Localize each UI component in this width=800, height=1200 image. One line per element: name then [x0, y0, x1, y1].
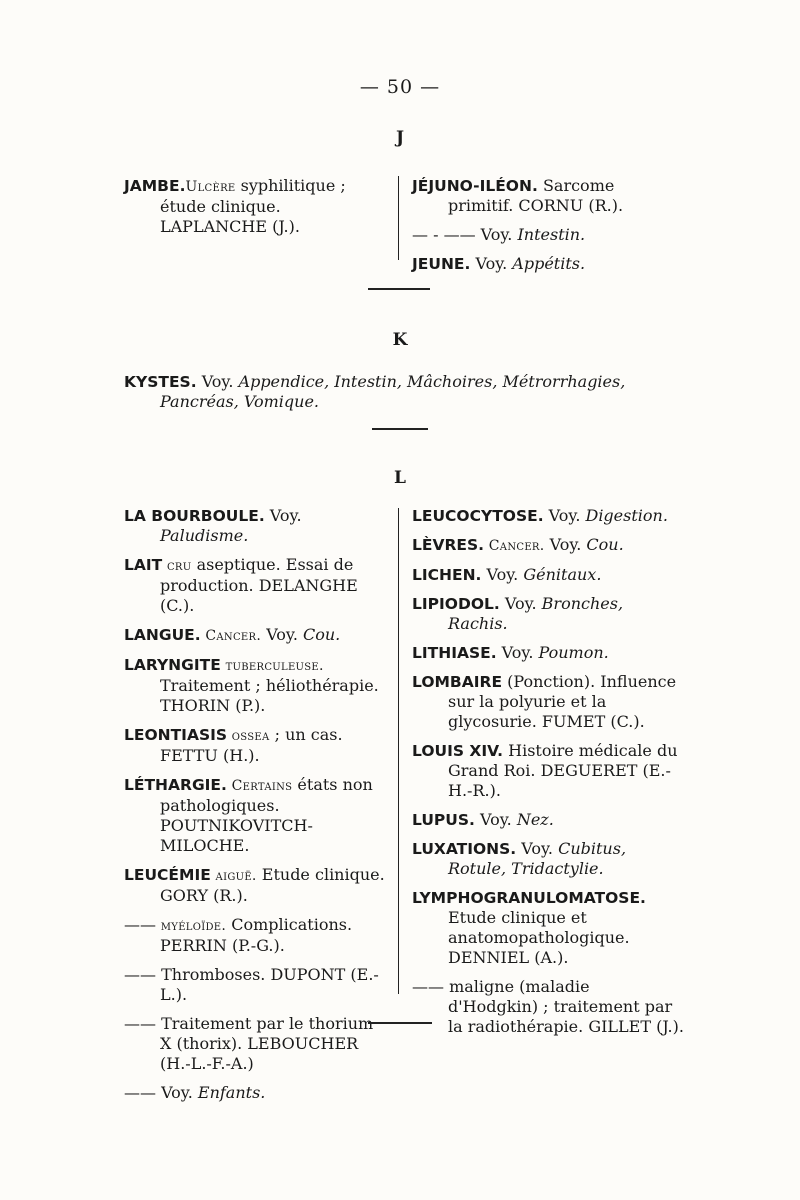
entry-text: Complications. PERRIN (P.-G.). — [160, 915, 353, 955]
index-entry — [412, 741, 684, 801]
section-rule — [368, 288, 430, 290]
entry-dash: —— — [124, 965, 156, 984]
page-number: — 50 — — [359, 76, 441, 98]
entry-headword: LYMPHOGRANULOMATOSE. — [412, 889, 646, 907]
index-entry — [412, 810, 684, 830]
entry-reference: Cou. — [586, 535, 624, 554]
entry-headword: JAMBE. — [124, 177, 186, 195]
entry-dash: —— — [124, 1083, 156, 1102]
index-entry — [412, 839, 684, 879]
index-entry — [412, 888, 684, 968]
index-entry — [412, 977, 684, 1037]
section-letter-k: K — [392, 330, 408, 350]
entry-reference: Paludisme. — [160, 526, 249, 545]
entry-text: Etude clinique et anatomopathologique. DENNIEL (A.). — [448, 908, 630, 967]
index-entry — [124, 372, 684, 412]
section-letter-j: J — [395, 128, 405, 148]
entry-text: Etude clinique. GORY (R.). — [160, 865, 385, 905]
entry-text: aseptique. Essai de production. DELANGHE (C.). — [160, 555, 358, 615]
index-entry — [124, 965, 388, 1005]
index-entry — [412, 535, 684, 556]
entry-headword: LEUCÉMIE — [124, 866, 211, 884]
entry-qualifier: myéloïde. — [156, 918, 227, 934]
entry-text: Voy. — [516, 839, 559, 858]
entry-reference: Bronches, Rachis. — [448, 594, 624, 633]
entry-dash: — - —— — [412, 225, 476, 244]
section-rule — [372, 428, 428, 430]
entry-reference: Nez. — [516, 810, 554, 829]
entry-dash: —— — [124, 1014, 156, 1033]
index-entry — [412, 506, 684, 526]
entry-reference: Appétits. — [512, 254, 586, 273]
entry-headword: LEONTIASIS — [124, 726, 228, 744]
entry-dash: —— — [412, 977, 444, 996]
entry-text: Voy. — [496, 643, 539, 662]
index-entry — [124, 506, 388, 546]
index-entry — [124, 655, 388, 716]
entry-dash: —— — [124, 915, 156, 934]
entry-reference: Enfants. — [197, 1083, 266, 1102]
entry-reference: Digestion. — [585, 506, 668, 525]
entry-reference: Appendice, Intestin, Mâchoires, Métrorrhagies, Pancréas, Vomique. — [160, 372, 626, 411]
entry-text: Thromboses. DUPONT (E.-L.). — [156, 965, 379, 1004]
entry-qualifier: Cancer. — [484, 538, 545, 554]
entry-text: Histoire médicale du Grand Roi. DEGUERET (E.-H.-R.). — [448, 741, 678, 800]
entry-qualifier: tuberculeuse. — [220, 658, 324, 674]
j-right-column — [412, 176, 684, 283]
entry-headword: LOUIS XIV. — [412, 742, 504, 760]
entry-headword: LARYNGITE — [124, 656, 221, 674]
j-left-column — [124, 176, 386, 246]
entry-text: Voy. — [156, 1083, 198, 1102]
entry-text: Voy. — [470, 254, 513, 273]
entry-text: Voy. — [481, 565, 524, 584]
index-entry — [124, 725, 388, 766]
entry-text: Sarcome primitif. CORNU (R.). — [448, 176, 624, 215]
entry-text: Traitement par le thorium X (thorix). LEBOUCHER (H.-L.-F.-A.) — [156, 1014, 374, 1073]
section-rule — [368, 1022, 432, 1024]
l-right-column — [412, 506, 684, 1046]
entry-qualifier: cru — [162, 558, 192, 574]
entry-qualifier: Ulcère — [185, 179, 236, 195]
entry-text: ; un cas. FETTU (H.). — [160, 725, 343, 765]
entry-qualifier: aiguë. — [210, 868, 257, 884]
entry-qualifier: ossea — [227, 728, 270, 744]
entry-reference: Poumon. — [538, 643, 609, 662]
index-entry — [124, 915, 388, 956]
index-entry — [412, 594, 684, 634]
entry-headword: LUXATIONS. — [412, 840, 517, 858]
index-entry — [412, 672, 684, 732]
entry-reference: Cou. — [303, 625, 341, 644]
entry-text: Voy. — [261, 625, 303, 644]
index-entry — [124, 555, 388, 616]
section-letter-l: L — [394, 468, 406, 488]
index-entry — [412, 254, 684, 274]
entry-headword: KYSTES. — [124, 373, 197, 391]
index-entry — [124, 625, 388, 646]
entry-headword: LAIT — [124, 556, 163, 574]
index-entry — [124, 1083, 388, 1103]
entry-text: Voy. — [196, 372, 239, 391]
entry-reference: Intestin. — [517, 225, 586, 244]
entry-headword: LICHEN. — [412, 566, 482, 584]
column-divider — [398, 176, 399, 260]
column-divider — [398, 508, 399, 994]
l-left-column — [124, 506, 388, 1112]
entry-headword: LITHIASE. — [412, 644, 497, 662]
entry-text: Voy. — [544, 535, 587, 554]
entry-qualifier: Cancer. — [200, 628, 262, 644]
entry-text: (Ponction). Influence sur la polyurie et la glycosurie. FUMET (C.). — [448, 672, 677, 731]
entry-headword: LANGUE. — [124, 626, 201, 644]
index-entry — [124, 775, 388, 856]
entry-headword: LOMBAIRE — [412, 673, 503, 691]
index-entry — [412, 225, 684, 245]
entry-headword: LUPUS. — [412, 811, 475, 829]
entry-text: Voy. — [543, 506, 586, 525]
index-entry — [124, 176, 386, 237]
entry-headword: LA BOURBOULE. — [124, 507, 265, 525]
entry-reference: Cubitus, Rotule, Tridactylie. — [448, 839, 627, 878]
index-entry — [124, 1014, 388, 1074]
entry-headword: JÉJUNO-ILÉON. — [412, 177, 538, 195]
entry-headword: LEUCOCYTOSE. — [412, 507, 544, 525]
index-entry — [124, 865, 388, 906]
entry-text: états non pathologiques. POUTNIKOVITCH-MILOCHE. — [160, 775, 373, 855]
entry-headword: LIPIODOL. — [412, 595, 500, 613]
k-entry — [124, 372, 684, 421]
entry-text: Voy. — [264, 506, 302, 525]
entry-text: maligne (maladie d'Hodgkin) ; traitement par la radiothérapie. GILLET (J.). — [444, 977, 684, 1036]
entry-text: syphilitique ; étude clinique. LAPLANCHE (J.). — [160, 176, 346, 236]
entry-text: Voy. — [499, 594, 542, 613]
entry-text: Traitement ; héliothérapie. THORIN (P.). — [160, 676, 379, 715]
entry-headword: LÈVRES. — [412, 536, 485, 554]
index-entry — [412, 565, 684, 585]
entry-reference: Génitaux. — [523, 565, 602, 584]
entry-text: Voy. — [474, 810, 517, 829]
entry-qualifier: Certains — [226, 778, 293, 794]
entry-headword: JEUNE. — [412, 255, 471, 273]
index-entry — [412, 176, 684, 216]
entry-headword: LÉTHARGIE. — [124, 776, 227, 794]
entry-text: Voy. — [475, 225, 518, 244]
index-entry — [412, 643, 684, 663]
